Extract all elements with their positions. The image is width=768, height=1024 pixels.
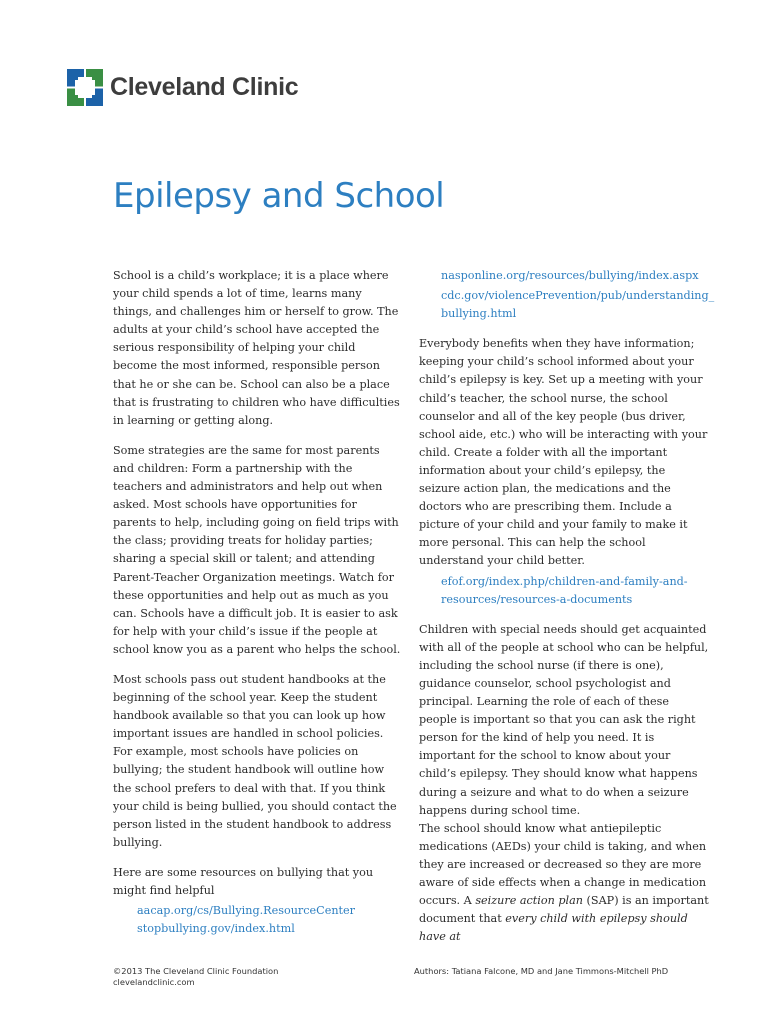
paragraph: Some strategies are the same for most parents and children: Form a partnership with the teachers and administrators and help out when asked. Most schools have opportunities for parents to help, including going on field trips with the class; providing treats for holiday parties; sharing a special skill or talent; and attending Parent-Teacher Organization meetings. Watch for these opportunities and help out as much as you can. Schools have a difficult job. It is easier to ask for help with your child’s issue if the people at school know you as a parent who helps the school. [113, 443, 401, 656]
link-efof[interactable]: efof.org/index.php/children-and-family-and-resources/resources-a-documents [441, 574, 688, 606]
paragraph: Here are some resources on bullying that you might find helpful [113, 865, 374, 897]
left-column [113, 267, 401, 938]
copyright-text: ©2013 The Cleveland Clinic Foundation [113, 966, 279, 976]
link-nasponline[interactable]: nasponline.org/resources/bullying/index.aspx [441, 269, 699, 282]
cleveland-clinic-logo [67, 69, 298, 106]
paragraph: Children with special needs should get acquainted with all of the people at school who can be helpful, including the school nurse (if there is one), guidance counselor, school psychologist and principal. Learning the role of each of these people is important so that you can ask the right person for the kind of help you need. It is important for the school to know about your child’s epilepsy. They should know what happens during a seizure and what to do when a seizure happens during school time. [419, 622, 709, 817]
bullying-resource-links-continued [441, 267, 715, 323]
link-stopbullying[interactable]: stopbullying.gov/index.html [137, 922, 295, 936]
page-title: Epilepsy and School [113, 176, 445, 216]
text-run: (SAP) is an important document that [419, 894, 709, 926]
website-text: clevelandclinic.com [113, 977, 195, 987]
link-aacap[interactable]: aacap.org/cs/Bullying.ResourceCenter [137, 904, 355, 918]
paragraph: Most schools pass out student handbooks at the beginning of the school year. Keep the student handbook available so that you can look up how important issues are handled in school policies. For example, most schools have policies on bullying; the student handbook will outline how the school prefers to deal with that. If you think your child is being bullied, you should contact the person listed in the student handbook to address bullying. [113, 672, 397, 849]
paragraph [419, 820, 709, 947]
right-column [419, 267, 715, 946]
bullying-resource-links [137, 902, 401, 938]
italic-text: seizure action plan [475, 894, 583, 908]
footer-authors: Authors: Tatiana Falcone, MD and Jane Timmons-Mitchell PhD [414, 966, 669, 976]
italic-text: every child with epilepsy should have at [419, 912, 688, 944]
link-cdc[interactable]: cdc.gov/violencePrevention/pub/understanding_ bullying.html [441, 289, 715, 321]
cleveland-clinic-cross-icon [67, 69, 103, 106]
footer-copyright [113, 966, 278, 988]
logo-text: Cleveland Clinic [110, 73, 299, 101]
paragraph: School is a child’s workplace; it is a place where your child spends a lot of time, learns many things, and challenges him or herself to grow. The adults at your child’s school have accepted the serious responsibility of helping your child become the most informed, responsible person that he or she can be. School can also be a place that is frustrating to children who have difficulties in learning or getting along. [113, 269, 400, 427]
text-run: The school should know what antiepileptic medications (AEDs) your child is taking, and when they are increased or decreased so they are more aware of side effects when a change in medication occurs. A [419, 821, 707, 908]
efof-resource-link [441, 573, 709, 609]
paragraph: Everybody benefits when they have information; keeping your child’s school informed about your child’s epilepsy is key. Set up a meeting with your child’s teacher, the school nurse, the school counselor and all of the key people (bus driver, school aide, etc.) who will be interacting with your child. Create a folder with all the important information about your child’s epilepsy, the seizure action plan, the medications and the doctors who are prescribing them. Include a picture of your child and your family to make it more personal. This can help the school understand your child better. [419, 337, 708, 568]
